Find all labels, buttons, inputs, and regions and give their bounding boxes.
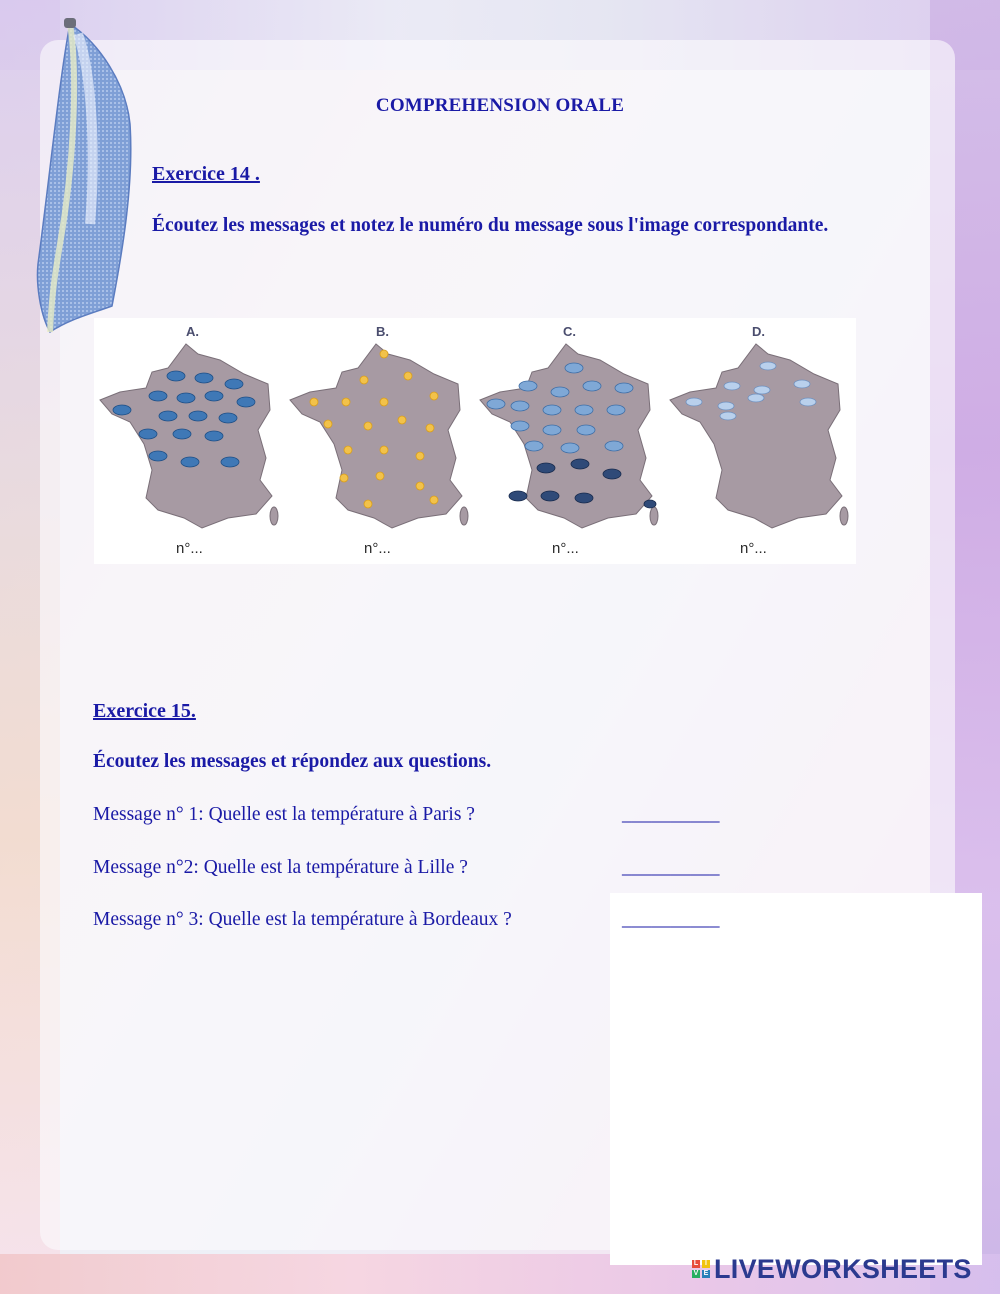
question-2: Message n°2: Quelle est la température à Lille ?	[93, 857, 468, 878]
liveworksheets-logo[interactable]	[692, 1252, 972, 1286]
map-c-number-field[interactable]: n°...	[552, 540, 579, 557]
logo-grid-icon: L I V E	[693, 1260, 709, 1277]
map-a	[100, 344, 278, 528]
map-d-letter: D.	[752, 324, 765, 339]
exercise-14-instruction: Écoutez les messages et notez le numéro du message sous l'image correspondante.	[152, 215, 829, 236]
question-1: Message n° 1: Quelle est la température à Paris ?	[93, 804, 475, 825]
brand-name: LIVEWORKSHEETS	[714, 1253, 972, 1284]
map-d-number-field[interactable]: n°...	[740, 540, 767, 557]
map-d	[670, 344, 848, 528]
map-b	[290, 344, 468, 528]
towel-illustration	[30, 14, 150, 344]
map-c	[480, 344, 658, 528]
map-b-letter: B.	[376, 324, 389, 339]
page-title: COMPREHENSION ORALE	[375, 95, 625, 116]
map-b-number-field[interactable]: n°...	[364, 540, 391, 557]
france-maps	[94, 318, 856, 564]
weather-maps-panel	[94, 318, 856, 564]
answer-1-input[interactable]: __________	[622, 804, 720, 825]
answer-3-input[interactable]: __________	[622, 909, 720, 930]
question-3: Message n° 3: Quelle est la température à Bordeaux ?	[93, 909, 512, 930]
exercise-15-heading: Exercice 15.	[93, 700, 196, 722]
map-a-number-field[interactable]: n°...	[176, 540, 203, 557]
map-a-letter: A.	[186, 324, 199, 339]
blank-area	[610, 893, 982, 1265]
exercise-14-heading: Exercice 14 .	[152, 163, 260, 185]
exercise-15-instruction: Écoutez les messages et répondez aux questions.	[93, 751, 492, 772]
map-c-letter: C.	[563, 324, 576, 339]
answer-2-input[interactable]: __________	[622, 857, 720, 878]
